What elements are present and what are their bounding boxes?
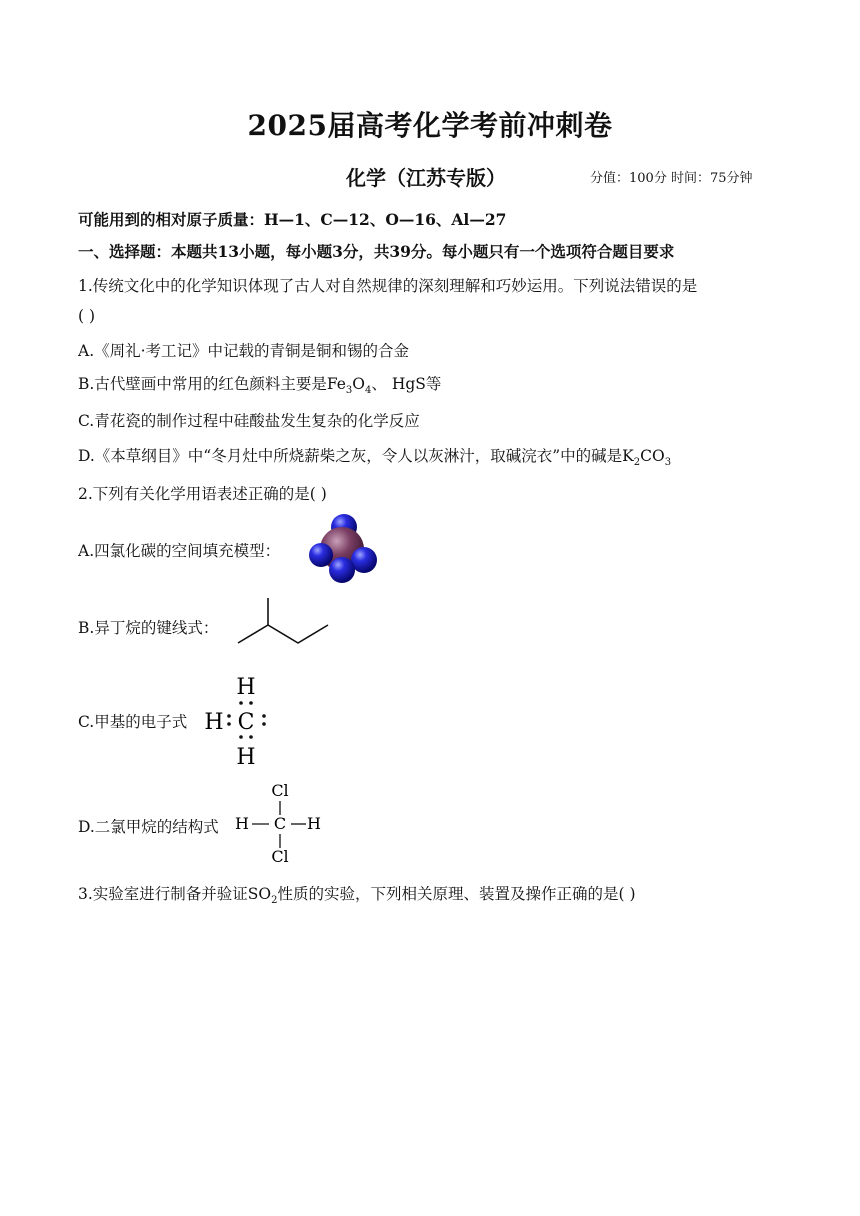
sub-3: 3 [664, 457, 672, 468]
formula-so: SO [247, 885, 272, 903]
exam-subtitle: 化学（江苏专版） [346, 166, 506, 190]
sub-2: 2 [633, 457, 641, 468]
atomic-masses: 可能用到的相对原子质量：H—1、C—12、O—16、Al—27 [78, 210, 507, 229]
q1-b-text: B.古代壁画中常用的红色颜料主要是 [78, 375, 327, 393]
exam-title: 2025届高考化学考前冲刺卷 [247, 109, 613, 142]
q3-stem [78, 882, 636, 904]
q1-option-b [78, 372, 441, 394]
q1-option-a: A.《周礼·考工记》中记载的青铜是铜和锡的合金 [78, 342, 410, 360]
q2-option-d: D.二氯甲烷的结构式 [78, 818, 219, 836]
q3-text: 3.实验室进行制备并验证 [78, 885, 248, 903]
ccl4-space-filling-model [308, 510, 380, 584]
cl-atom-left [309, 543, 333, 567]
methyl-carbon: C [237, 710, 255, 735]
dcm-top-cl: Cl [271, 781, 289, 800]
sub-2: 2 [271, 895, 278, 906]
methyl-left-h: H [204, 710, 224, 735]
cl-atom-bottom [329, 557, 355, 583]
q2-option-c: C.甲基的电子式 [78, 713, 188, 731]
isobutane-skeletal-formula [234, 596, 334, 651]
q1-option-d [78, 444, 671, 466]
methyl-electron-formula [198, 672, 278, 768]
q2-stem: 2.下列有关化学用语表述正确的是( ) [78, 485, 327, 503]
dcm-carbon: C [273, 814, 287, 833]
dcm-right-h: H [307, 814, 321, 833]
q1-option-c: C.青花瓷的制作过程中硅酸盐发生复杂的化学反应 [78, 412, 420, 430]
q1-b-suffix: 、 HgS等 [371, 375, 442, 393]
formula-fe: Fe [326, 375, 346, 393]
sub-3: 3 [345, 385, 353, 396]
formula-co: CO [640, 447, 665, 465]
q1-paren: ( ) [78, 307, 96, 325]
formula-o: O [352, 375, 366, 393]
q2-option-b: B.异丁烷的键线式： [78, 619, 219, 637]
sub-4: 4 [365, 385, 372, 396]
section-heading: 一、选择题：本题共13小题，每小题3分，共39分。每小题只有一个选项符合题目要求 [78, 242, 675, 261]
q3-text-suffix: 性质的实验，下列相关原理、装置及操作正确的是( ) [277, 885, 636, 903]
q1-stem: 1.传统文化中的化学知识体现了古人对自然规律的深刻理解和巧妙运用。下列说法错误的是 [78, 277, 698, 295]
dcm-bottom-cl: Cl [271, 847, 289, 866]
formula-k: K [622, 447, 634, 465]
methyl-top-h: H [236, 675, 256, 700]
methyl-bottom-h: H [236, 745, 256, 768]
score-time-info: 分值：100分 时间：75分钟 [590, 171, 753, 186]
q1-d-text: D.《本草纲目》中“冬月灶中所烧薪柴之灰，令人以灰淋汁，取碱浣衣”中的碱是 [78, 447, 623, 465]
dcm-left-h: H [235, 814, 249, 833]
dichloromethane-structural-formula [232, 778, 332, 866]
q2-option-a: A.四氯化碳的空间填充模型： [78, 542, 281, 560]
